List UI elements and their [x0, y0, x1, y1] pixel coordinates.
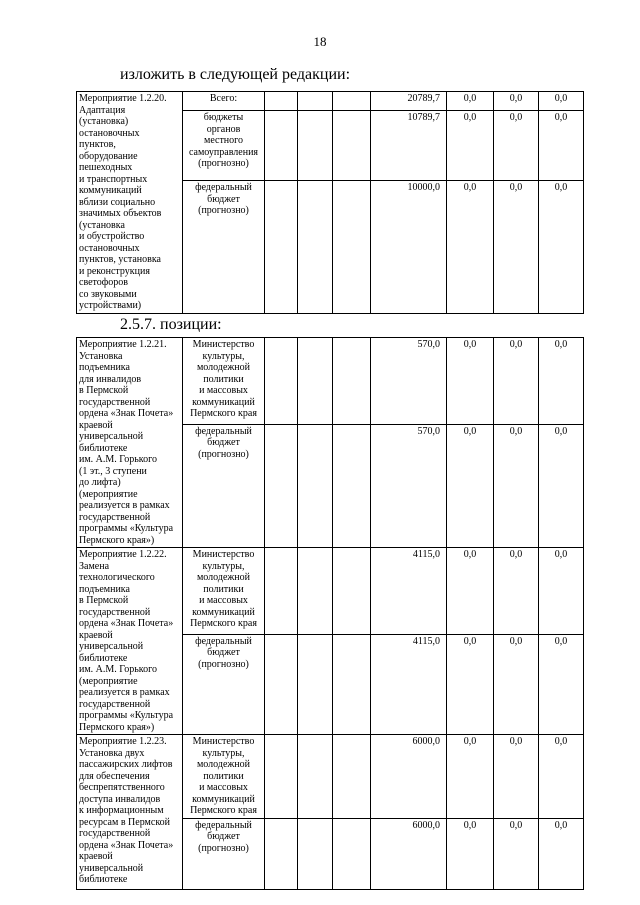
- page-number: 18: [313, 34, 327, 49]
- empty-cell: [298, 111, 333, 181]
- value-cell: 0,0: [539, 181, 584, 314]
- funding-source: [183, 424, 265, 547]
- measure-description-text: Мероприятие 1.2.21. Установка подъемника для инвалидов в Пермской государственной ордена «Знак Почета» краевой универсальной библиотеке им. А.М. Горького (1 эт., 3 ступени до лифта) (мероприятие реализуется в рамках государственной программы «Культура Пермского края»): [79, 339, 174, 546]
- funding-source-text: федеральный бюджет (прогнозно): [195, 819, 252, 854]
- empty-cell: [265, 634, 298, 735]
- value-cell: 0,0: [539, 818, 584, 889]
- funding-source: [183, 92, 265, 111]
- value-cell: 0,0: [539, 338, 584, 425]
- funding-source: [183, 634, 265, 735]
- empty-cell: [298, 735, 333, 819]
- funding-source-text: Министерство культуры, молодежной политики и массовых коммуникаций Пермского края: [190, 339, 257, 419]
- empty-cell: [265, 338, 298, 425]
- funding-source: [183, 338, 265, 425]
- value-cell: 0,0: [494, 735, 539, 819]
- value-cell: 0,0: [447, 735, 494, 819]
- empty-cell: [265, 548, 298, 635]
- measure-description-text: Мероприятие 1.2.22. Замена технологического подъемника в Пермской государственной ордена «Знак Почета» краевой универсальной библиотеке им. А.М. Горького (мероприятие реализуется в рамках государственной программы «Культура Пермского края»): [79, 549, 174, 733]
- amount-cell: 4115,0: [371, 548, 447, 635]
- value-cell: 0,0: [539, 92, 584, 111]
- empty-cell: [265, 181, 298, 314]
- funding-source-text: федеральный бюджет (прогнозно): [195, 182, 252, 216]
- value-cell: 0,0: [447, 181, 494, 314]
- empty-cell: [298, 818, 333, 889]
- value-cell: 0,0: [447, 92, 494, 111]
- value-cell: 0,0: [494, 424, 539, 547]
- value-cell: 0,0: [494, 548, 539, 635]
- amount-cell: 6000,0: [371, 735, 447, 819]
- value-cell: 0,0: [447, 424, 494, 547]
- empty-cell: [333, 181, 371, 314]
- empty-cell: [298, 338, 333, 425]
- value-cell: 0,0: [447, 338, 494, 425]
- funding-source-text: федеральный бюджет (прогнозно): [195, 425, 252, 460]
- value-cell: 0,0: [539, 735, 584, 819]
- funding-source: [183, 818, 265, 889]
- amount-cell: 6000,0: [371, 818, 447, 889]
- funding-source-text: Министерство культуры, молодежной политики и массовых коммуникаций Пермского края: [190, 736, 257, 816]
- empty-cell: [333, 111, 371, 181]
- empty-cell: [333, 338, 371, 425]
- section-heading-positions: 2.5.7. позиции:: [120, 316, 222, 333]
- empty-cell: [298, 181, 333, 314]
- value-cell: 0,0: [539, 634, 584, 735]
- funding-source: [183, 735, 265, 819]
- empty-cell: [333, 634, 371, 735]
- value-cell: 0,0: [494, 634, 539, 735]
- measure-description-text: Мероприятие 1.2.23. Установка двух пассажирских лифтов для обеспечения беспрепятственного доступа инвалидов к информационным ресурсам в Пермской государственной ордена «Знак Почета» краевой универсальной библиотеке: [79, 736, 174, 885]
- empty-cell: [298, 92, 333, 111]
- amount-cell: 10000,0: [371, 181, 447, 314]
- empty-cell: [333, 92, 371, 111]
- funding-source: [183, 181, 265, 314]
- measure-table-2: [76, 337, 630, 890]
- empty-cell: [333, 548, 371, 635]
- empty-cell: [333, 424, 371, 547]
- measure-description: [77, 735, 183, 890]
- section-heading-edit: изложить в следующей редакции:: [120, 66, 351, 83]
- value-cell: 0,0: [447, 548, 494, 635]
- funding-source-text: Всего:: [209, 93, 238, 104]
- empty-cell: [265, 818, 298, 889]
- measure-description: [77, 338, 183, 548]
- value-cell: 0,0: [494, 338, 539, 425]
- value-cell: 0,0: [447, 111, 494, 181]
- value-cell: 0,0: [494, 92, 539, 111]
- empty-cell: [298, 634, 333, 735]
- funding-source: [183, 548, 265, 635]
- empty-cell: [265, 735, 298, 819]
- amount-cell: 4115,0: [371, 634, 447, 735]
- empty-cell: [298, 548, 333, 635]
- empty-cell: [333, 735, 371, 819]
- measure-description-text: Мероприятие 1.2.20. Адаптация (установка) остановочных пунктов, оборудование пешеходных и транспортных коммуникаций вблизи социально значимых объектов (установка и обустройство остановочных пунктов, установка и реконструкция светофоров со звуковыми устройствами): [79, 93, 167, 311]
- amount-cell: 570,0: [371, 424, 447, 547]
- value-cell: 0,0: [494, 181, 539, 314]
- value-cell: 0,0: [447, 634, 494, 735]
- measure-table-1: [76, 91, 630, 314]
- value-cell: 0,0: [539, 111, 584, 181]
- amount-cell: 20789,7: [371, 92, 447, 111]
- value-cell: 0,0: [447, 818, 494, 889]
- measure-description: [77, 548, 183, 735]
- funding-source-text: бюджеты органов местного самоуправления (прогнозно): [188, 112, 259, 170]
- empty-cell: [265, 111, 298, 181]
- empty-cell: [333, 818, 371, 889]
- value-cell: 0,0: [539, 548, 584, 635]
- empty-cell: [265, 92, 298, 111]
- empty-cell: [265, 424, 298, 547]
- funding-source-text: Министерство культуры, молодежной политики и массовых коммуникаций Пермского края: [190, 549, 257, 629]
- amount-cell: 570,0: [371, 338, 447, 425]
- funding-source-text: федеральный бюджет (прогнозно): [195, 635, 252, 670]
- value-cell: 0,0: [539, 424, 584, 547]
- value-cell: 0,0: [494, 818, 539, 889]
- amount-cell: 10789,7: [371, 111, 447, 181]
- value-cell: 0,0: [494, 111, 539, 181]
- funding-source: [183, 111, 265, 181]
- measure-description: [77, 92, 183, 314]
- empty-cell: [298, 424, 333, 547]
